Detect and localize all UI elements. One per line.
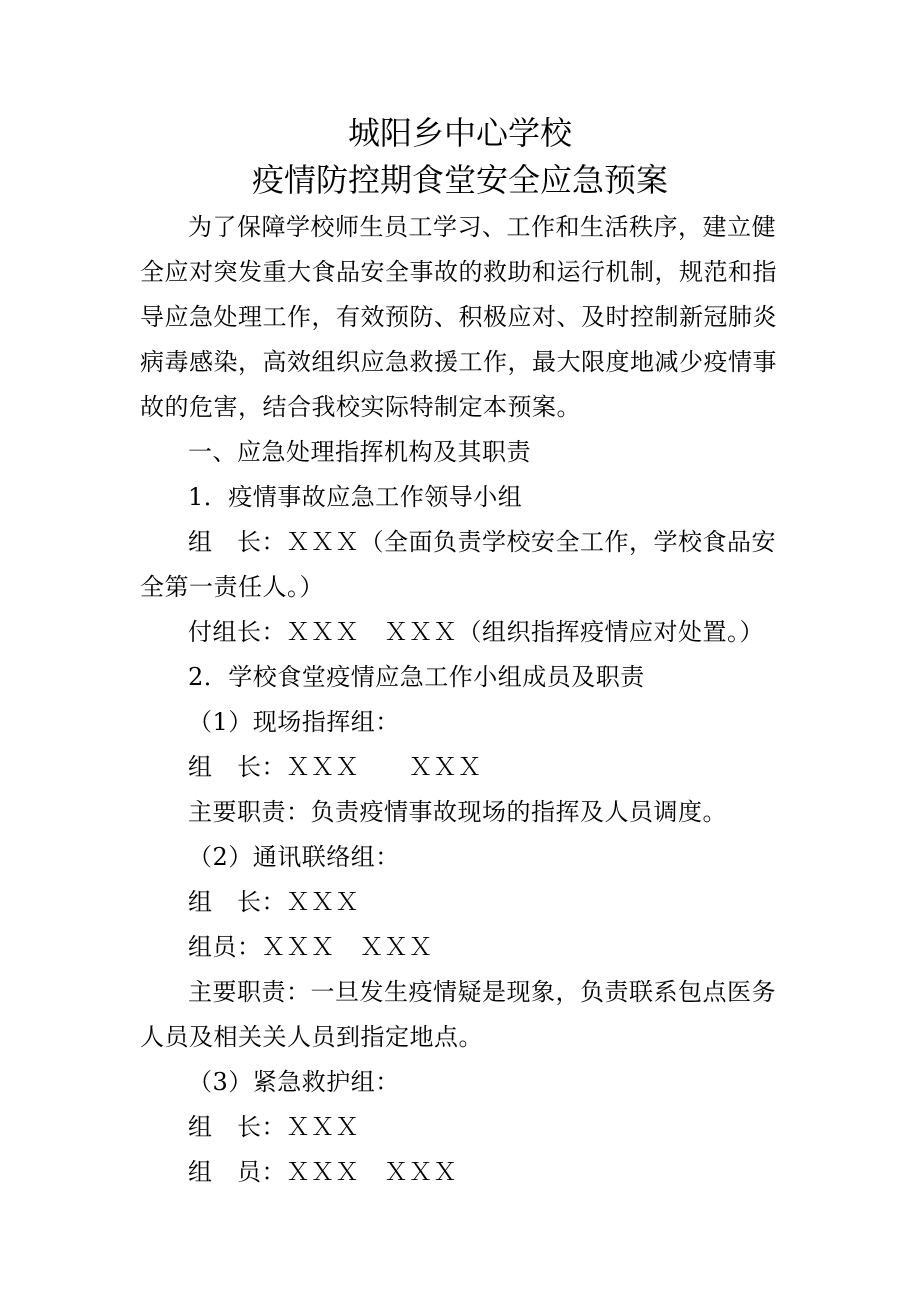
intro-line-2: 全应对突发重大食品安全事故的救助和运行机制，规范和指 bbox=[140, 258, 777, 286]
group-duty-communication-continued: 人员及相关关人员到指定地点。 bbox=[140, 1023, 483, 1051]
intro-line-5: 故的危害，结合我校实际特制定本预案。 bbox=[140, 393, 581, 421]
intro-line-4: 病毒感染，高效组织应急救援工作，最大限度地减少疫情事 bbox=[140, 348, 777, 376]
leader-line: 组 长：ＸＸＸ（全面负责学校安全工作，学校食品安 bbox=[188, 528, 776, 556]
title-school: 城阳乡中心学校 bbox=[347, 114, 572, 152]
title-plan: 疫情防控期食堂安全应急预案 bbox=[251, 161, 668, 199]
group-heading-communication: （2）通讯联络组： bbox=[188, 843, 400, 871]
group-members-emergency-rescue: 组 员：ＸＸＸ ＸＸＸ bbox=[188, 1158, 458, 1186]
group-heading-onsite-command: （1）现场指挥组： bbox=[188, 708, 400, 736]
deputy-leader-line: 付组长：ＸＸＸ ＸＸＸ（组织指挥疫情应对处置。） bbox=[188, 618, 764, 646]
intro-line-3: 导应急处理工作，有效预防、积极应对、及时控制新冠肺炎 bbox=[140, 303, 777, 331]
group-leader-onsite-command: 组 长：ＸＸＸ ＸＸＸ bbox=[188, 753, 482, 781]
intro-line-1: 为了保障学校师生员工学习、工作和生活秩序，建立健 bbox=[188, 213, 776, 241]
group-leader-communication: 组 长：ＸＸＸ bbox=[188, 888, 360, 916]
group-duty-onsite-command: 主要职责：负责疫情事故现场的指挥及人员调度。 bbox=[188, 798, 727, 826]
sub-heading-leadership-group: 1．疫情事故应急工作领导小组 bbox=[188, 483, 523, 511]
group-leader-emergency-rescue: 组 长：ＸＸＸ bbox=[188, 1113, 360, 1141]
group-heading-emergency-rescue: （3）紧急救护组： bbox=[188, 1068, 400, 1096]
group-duty-communication: 主要职责：一旦发生疫情疑是现象，负责联系包点医务 bbox=[188, 978, 776, 1006]
group-members-communication: 组员：ＸＸＸ ＸＸＸ bbox=[188, 933, 433, 961]
sub-heading-canteen-group: 2．学校食堂疫情应急工作小组成员及职责 bbox=[188, 663, 645, 691]
section-heading-1: 一、应急处理指挥机构及其职责 bbox=[188, 438, 531, 466]
leader-line-continued: 全第一责任人。） bbox=[140, 573, 324, 601]
